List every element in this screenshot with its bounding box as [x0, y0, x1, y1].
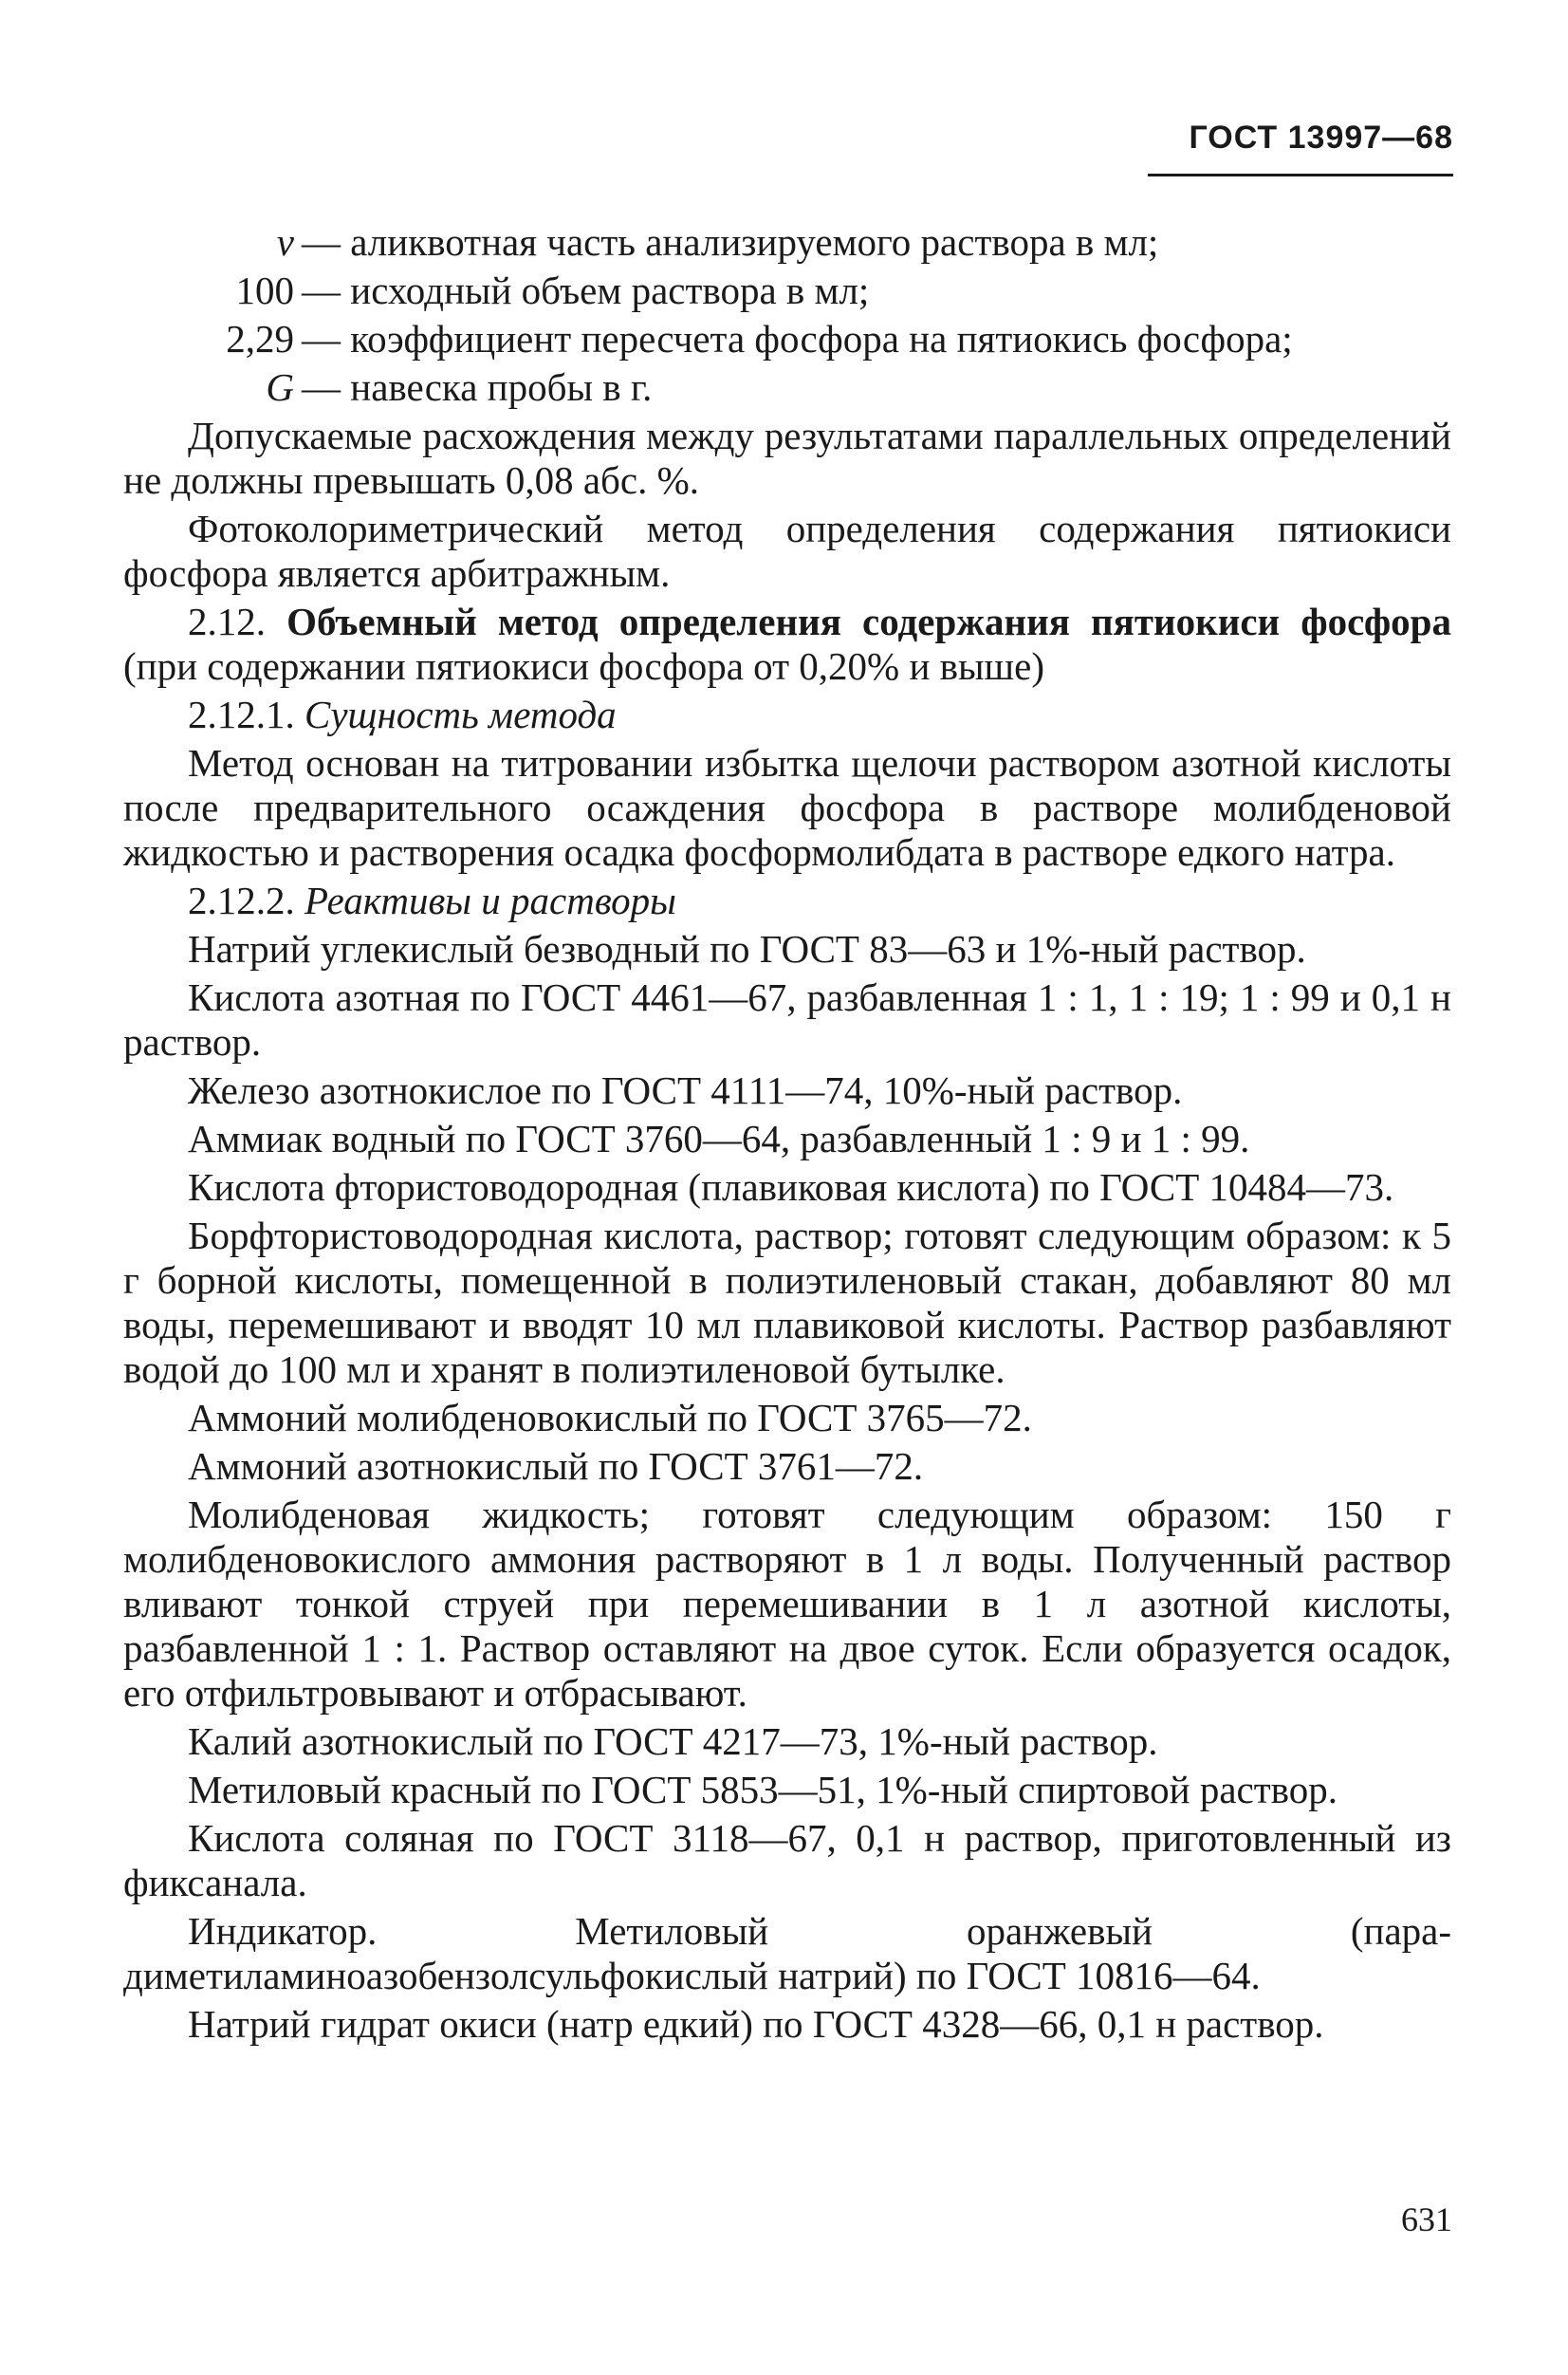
- section-number: 2.12.: [188, 600, 266, 643]
- reagent-item: Аммиак водный по ГОСТ 3760—64, разбавленный 1 : 9 и 1 : 99.: [188, 1117, 1250, 1160]
- section-2-12-1: [123, 693, 1451, 737]
- standard-code: ГОСТ 13997—68: [1189, 120, 1453, 156]
- reagent-item: Натрий углекислый безводный по ГОСТ 83—63 и 1%-ный раствор.: [188, 927, 1306, 971]
- section-2-12-2: [123, 879, 1451, 923]
- page-header: [1148, 120, 1453, 176]
- section-number: 2.12.1.: [188, 693, 295, 736]
- reagent-item: Индикатор. Метиловый оранжевый (пара-диметиламиноазобензолсульфокислый натрий) по ГОСТ 10816—64.: [123, 1909, 1451, 1997]
- section-title: Реактивы и растворы: [304, 879, 676, 922]
- legend-symbol: 2,29: [226, 317, 294, 361]
- reagent-item: Кислота азотная по ГОСТ 4461—67, разбавленная 1 : 1, 1 : 19; 1 : 99 и 0,1 н раствор.: [123, 975, 1451, 1064]
- legend-text: — коэффициент пересчета фосфора на пятиокись фосфора;: [302, 317, 1293, 361]
- legend-row: [123, 317, 1451, 362]
- legend-text: — исходный объем раствора в мл;: [302, 269, 870, 312]
- paragraph-method: Метод основан на титровании избытка щелочи раствором азотной кислоты после предварительного осаждения фосфора в растворе молибденовой жидкостью и растворения осадка фосформолибдата в растворе едкого натра.: [123, 741, 1451, 874]
- section-number: 2.12.2.: [188, 879, 295, 922]
- paragraph-tolerance: Допускаемые расхождения между результатами параллельных определений не должны превышать 0,08 абс. %.: [123, 414, 1451, 502]
- section-title: Объемный метод определения содержания пятиокиси фосфора: [286, 600, 1451, 643]
- legend-text: — навеска пробы в г.: [302, 365, 653, 409]
- reagent-item: Кислота соляная по ГОСТ 3118—67, 0,1 н раствор, приготовленный из фиксанала.: [123, 1816, 1451, 1904]
- document-body: [123, 220, 1451, 2050]
- reagent-item: Калий азотнокислый по ГОСТ 4217—73, 1%-ный раствор.: [188, 1719, 1158, 1763]
- page-number: 631: [1401, 2200, 1452, 2238]
- legend-row: [123, 269, 1451, 313]
- reagent-item: Аммоний азотнокислый по ГОСТ 3761—72.: [188, 1444, 924, 1488]
- reagent-item: Борфтористоводородная кислота, раствор; готовят следующим образом: к 5 г борной кислоты, помещенной в полиэтиленовый стакан, добавляют 80 мл воды, перемешивают и вводят 10 мл плавиковой кислоты. Раствор разбавляют водой до 100 мл и хранят в полиэтиленовой бутылке.: [123, 1214, 1451, 1391]
- legend-symbol: 100: [235, 269, 294, 312]
- section-title: Сущность метода: [304, 693, 617, 736]
- legend-symbol: v: [276, 220, 294, 264]
- section-subtitle: (при содержании пятиокиси фосфора от 0,20% и выше): [123, 644, 1044, 688]
- section-2-12: [123, 600, 1451, 689]
- reagent-item: Молибденовая жидкость; готовят следующим образом: 150 г молибденовокислого аммония растворяют в 1 л воды. Полученный раствор вливают тонкой струей при перемешивании в 1 л азотной кислоты, разбавленной 1 : 1. Раствор оставляют на двое суток. Если образуется осадок, его отфильтровывают и отбрасывают.: [123, 1493, 1451, 1715]
- legend-symbol: G: [266, 365, 294, 409]
- reagent-item: Кислота фтористоводородная (плавиковая кислота) по ГОСТ 10484—73.: [188, 1165, 1394, 1209]
- legend-text: — аликвотная часть анализируемого раствора в мл;: [302, 220, 1159, 264]
- paragraph-arbitration: Фотоколориметрический метод определения содержания пятиокиси фосфора является арбитражным.: [123, 507, 1451, 595]
- reagent-item: Метиловый красный по ГОСТ 5853—51, 1%-ный спиртовой раствор.: [188, 1768, 1337, 1811]
- legend-row: [123, 365, 1451, 410]
- legend-row: [123, 220, 1451, 265]
- reagent-item: Аммоний молибденовокислый по ГОСТ 3765—72.: [188, 1396, 1032, 1439]
- reagent-item: Натрий гидрат окиси (натр едкий) по ГОСТ 4328—66, 0,1 н раствор.: [188, 2002, 1324, 2046]
- reagent-item: Железо азотнокислое по ГОСТ 4111—74, 10%-ный раствор.: [188, 1068, 1183, 1112]
